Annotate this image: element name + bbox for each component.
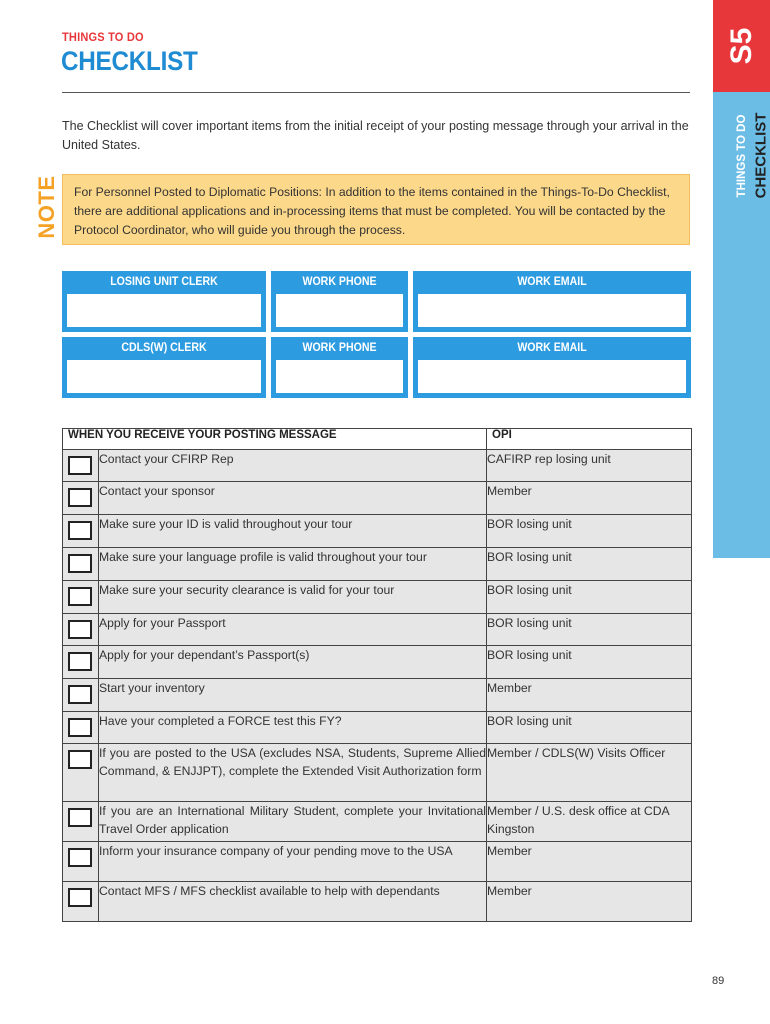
- task-column-header: WHEN YOU RECEIVE YOUR POSTING MESSAGE: [63, 429, 487, 450]
- note-text: For Personnel Posted to Diplomatic Positions: In addition to the items contained in the Things-To-Do Checklist, there are additional applications and in-processing items that must be completed. You will be contacted by the Protocol Coordinator, who will guide you through the process.: [74, 185, 670, 237]
- task-checkbox[interactable]: [68, 718, 92, 737]
- checkbox-cell: [63, 515, 99, 548]
- section-number: S5: [724, 27, 758, 65]
- checkbox-cell: [63, 842, 99, 882]
- side-tab-label-small: THINGS TO DO: [736, 114, 748, 198]
- task-text: If you are an International Military Student, complete your Invitational Travel Order application: [99, 802, 487, 842]
- opi-text: Member: [487, 882, 692, 922]
- page-number: 89: [712, 975, 725, 987]
- cdlsw-clerk-field[interactable]: [67, 360, 261, 393]
- table-header-row: [63, 429, 692, 450]
- task-checkbox[interactable]: [68, 685, 92, 704]
- contact-label: WORK EMAIL: [517, 276, 587, 288]
- opi-text: CAFIRP rep losing unit: [487, 450, 692, 482]
- table-row: [63, 882, 692, 922]
- checkbox-cell: [63, 482, 99, 515]
- title-rule: [62, 92, 690, 93]
- task-text: Apply for your Passport: [99, 614, 487, 646]
- contact-label: WORK PHONE: [302, 342, 377, 354]
- checkbox-cell: [63, 581, 99, 614]
- opi-text: BOR losing unit: [487, 548, 692, 581]
- contact-cdlsw-clerk: [62, 337, 266, 398]
- task-checkbox[interactable]: [68, 888, 92, 907]
- task-checkbox[interactable]: [68, 620, 92, 639]
- note-label: NOTE: [34, 175, 59, 239]
- task-checkbox[interactable]: [68, 521, 92, 540]
- task-text: Contact your sponsor: [99, 482, 487, 515]
- table-row: [63, 515, 692, 548]
- contact-work-email-2: [413, 337, 691, 398]
- task-checkbox[interactable]: [68, 848, 92, 867]
- checkbox-cell: [63, 548, 99, 581]
- task-text: Make sure your language profile is valid throughout your tour: [99, 548, 487, 581]
- contact-label: WORK PHONE: [302, 276, 377, 288]
- opi-text: BOR losing unit: [487, 712, 692, 744]
- opi-text: BOR losing unit: [487, 581, 692, 614]
- table-row: [63, 712, 692, 744]
- task-text: Contact your CFIRP Rep: [99, 450, 487, 482]
- page-title: CHECKLIST: [61, 46, 198, 76]
- work-email-field-1[interactable]: [418, 294, 686, 327]
- opi-text: Member: [487, 679, 692, 712]
- work-email-field-2[interactable]: [418, 360, 686, 393]
- note-box: [62, 174, 690, 245]
- contact-label: LOSING UNIT CLERK: [110, 276, 218, 288]
- task-text: Have your completed a FORCE test this FY?: [99, 712, 487, 744]
- opi-text: Member / U.S. desk office at CDA Kingston: [487, 802, 692, 842]
- table-row: [63, 548, 692, 581]
- checkbox-cell: [63, 450, 99, 482]
- task-text: Start your inventory: [99, 679, 487, 712]
- table-row: [63, 581, 692, 614]
- checkbox-cell: [63, 646, 99, 679]
- task-checkbox[interactable]: [68, 750, 92, 769]
- side-tab-label-large: CHECKLIST: [752, 112, 770, 199]
- table-row: [63, 614, 692, 646]
- opi-text: BOR losing unit: [487, 614, 692, 646]
- task-text: Make sure your ID is valid throughout your tour: [99, 515, 487, 548]
- side-tab: [713, 0, 770, 558]
- checkbox-cell: [63, 744, 99, 802]
- contact-label: CDLS(W) CLERK: [121, 342, 207, 354]
- losing-unit-clerk-field[interactable]: [67, 294, 261, 327]
- table-row: [63, 744, 692, 802]
- task-checkbox[interactable]: [68, 587, 92, 606]
- contact-work-phone-1: [271, 271, 408, 332]
- table-row: [63, 646, 692, 679]
- checkbox-cell: [63, 614, 99, 646]
- intro-paragraph: The Checklist will cover important items from the initial receipt of your posting message through your arrival in the United States.: [62, 119, 689, 152]
- opi-text: Member / CDLS(W) Visits Officer: [487, 744, 692, 802]
- task-checkbox[interactable]: [68, 488, 92, 507]
- opi-text: BOR losing unit: [487, 515, 692, 548]
- task-text: Inform your insurance company of your pending move to the USA: [99, 842, 487, 882]
- work-phone-field-2[interactable]: [276, 360, 403, 393]
- task-checkbox[interactable]: [68, 456, 92, 475]
- task-text: Make sure your security clearance is valid for your tour: [99, 581, 487, 614]
- task-checkbox[interactable]: [68, 652, 92, 671]
- opi-text: BOR losing unit: [487, 646, 692, 679]
- contact-losing-unit-clerk: [62, 271, 266, 332]
- table-row: [63, 450, 692, 482]
- table-row: [63, 842, 692, 882]
- task-checkbox[interactable]: [68, 554, 92, 573]
- task-text: Contact MFS / MFS checklist available to help with dependants: [99, 882, 487, 922]
- opi-text: Member: [487, 842, 692, 882]
- section-kicker: THINGS TO DO: [62, 30, 144, 44]
- contact-label: WORK EMAIL: [517, 342, 587, 354]
- opi-text: Member: [487, 482, 692, 515]
- work-phone-field-1[interactable]: [276, 294, 403, 327]
- checkbox-cell: [63, 882, 99, 922]
- task-text: Apply for your dependant’s Passport(s): [99, 646, 487, 679]
- opi-column-header: OPI: [487, 429, 692, 450]
- contact-work-email-1: [413, 271, 691, 332]
- checklist-table: [62, 428, 692, 922]
- checkbox-cell: [63, 802, 99, 842]
- table-row: [63, 482, 692, 515]
- table-row: [63, 802, 692, 842]
- task-checkbox[interactable]: [68, 808, 92, 827]
- contact-work-phone-2: [271, 337, 408, 398]
- task-text: If you are posted to the USA (excludes NSA, Students, Supreme Allied Command, & ENJJPT), complete the Extended Visit Authorization form: [99, 744, 487, 802]
- table-row: [63, 679, 692, 712]
- checkbox-cell: [63, 679, 99, 712]
- side-tab-section-block: [713, 0, 770, 92]
- checkbox-cell: [63, 712, 99, 744]
